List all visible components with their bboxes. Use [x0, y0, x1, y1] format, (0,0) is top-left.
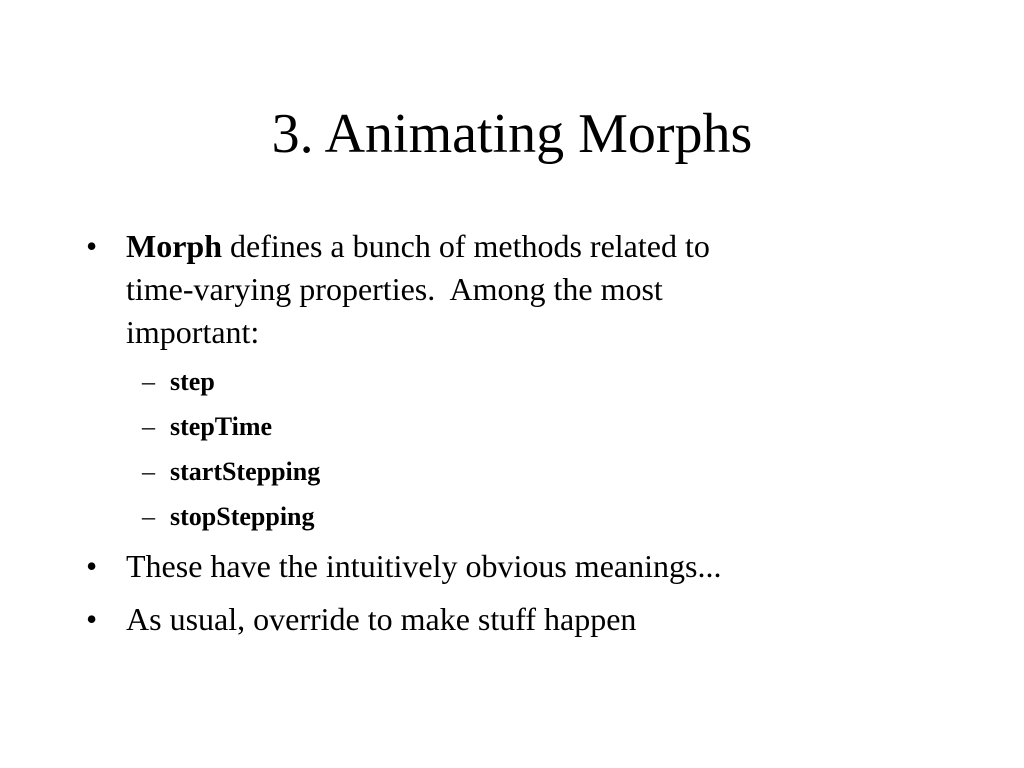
bullet-line: time-varying properties. Among the most: [126, 271, 663, 307]
bullet-line-rest: defines a bunch of methods related to: [222, 228, 710, 264]
dash-icon: –: [142, 502, 155, 531]
sub-item-label: stepTime: [170, 412, 273, 441]
bullet-text: These have the intuitively obvious meanings...: [126, 548, 722, 584]
sub-item-label: step: [170, 367, 215, 396]
bullet-icon: •: [86, 548, 98, 584]
sub-item-label: startStepping: [170, 457, 321, 486]
bullet-line: important:: [126, 314, 260, 350]
bullet-icon: •: [86, 601, 98, 637]
sub-item-label: stopStepping: [170, 502, 315, 531]
bullet-bold-lead: Morph: [126, 228, 222, 264]
bullet-line: [126, 225, 886, 268]
bullet-icon: •: [86, 228, 98, 264]
slide-title: 3. Animating Morphs: [271, 103, 753, 165]
dash-icon: –: [142, 412, 155, 441]
dash-icon: –: [142, 367, 155, 396]
dash-icon: –: [142, 457, 155, 486]
bullet-text: As usual, override to make stuff happen: [126, 601, 637, 637]
bullet-text: [126, 225, 886, 354]
